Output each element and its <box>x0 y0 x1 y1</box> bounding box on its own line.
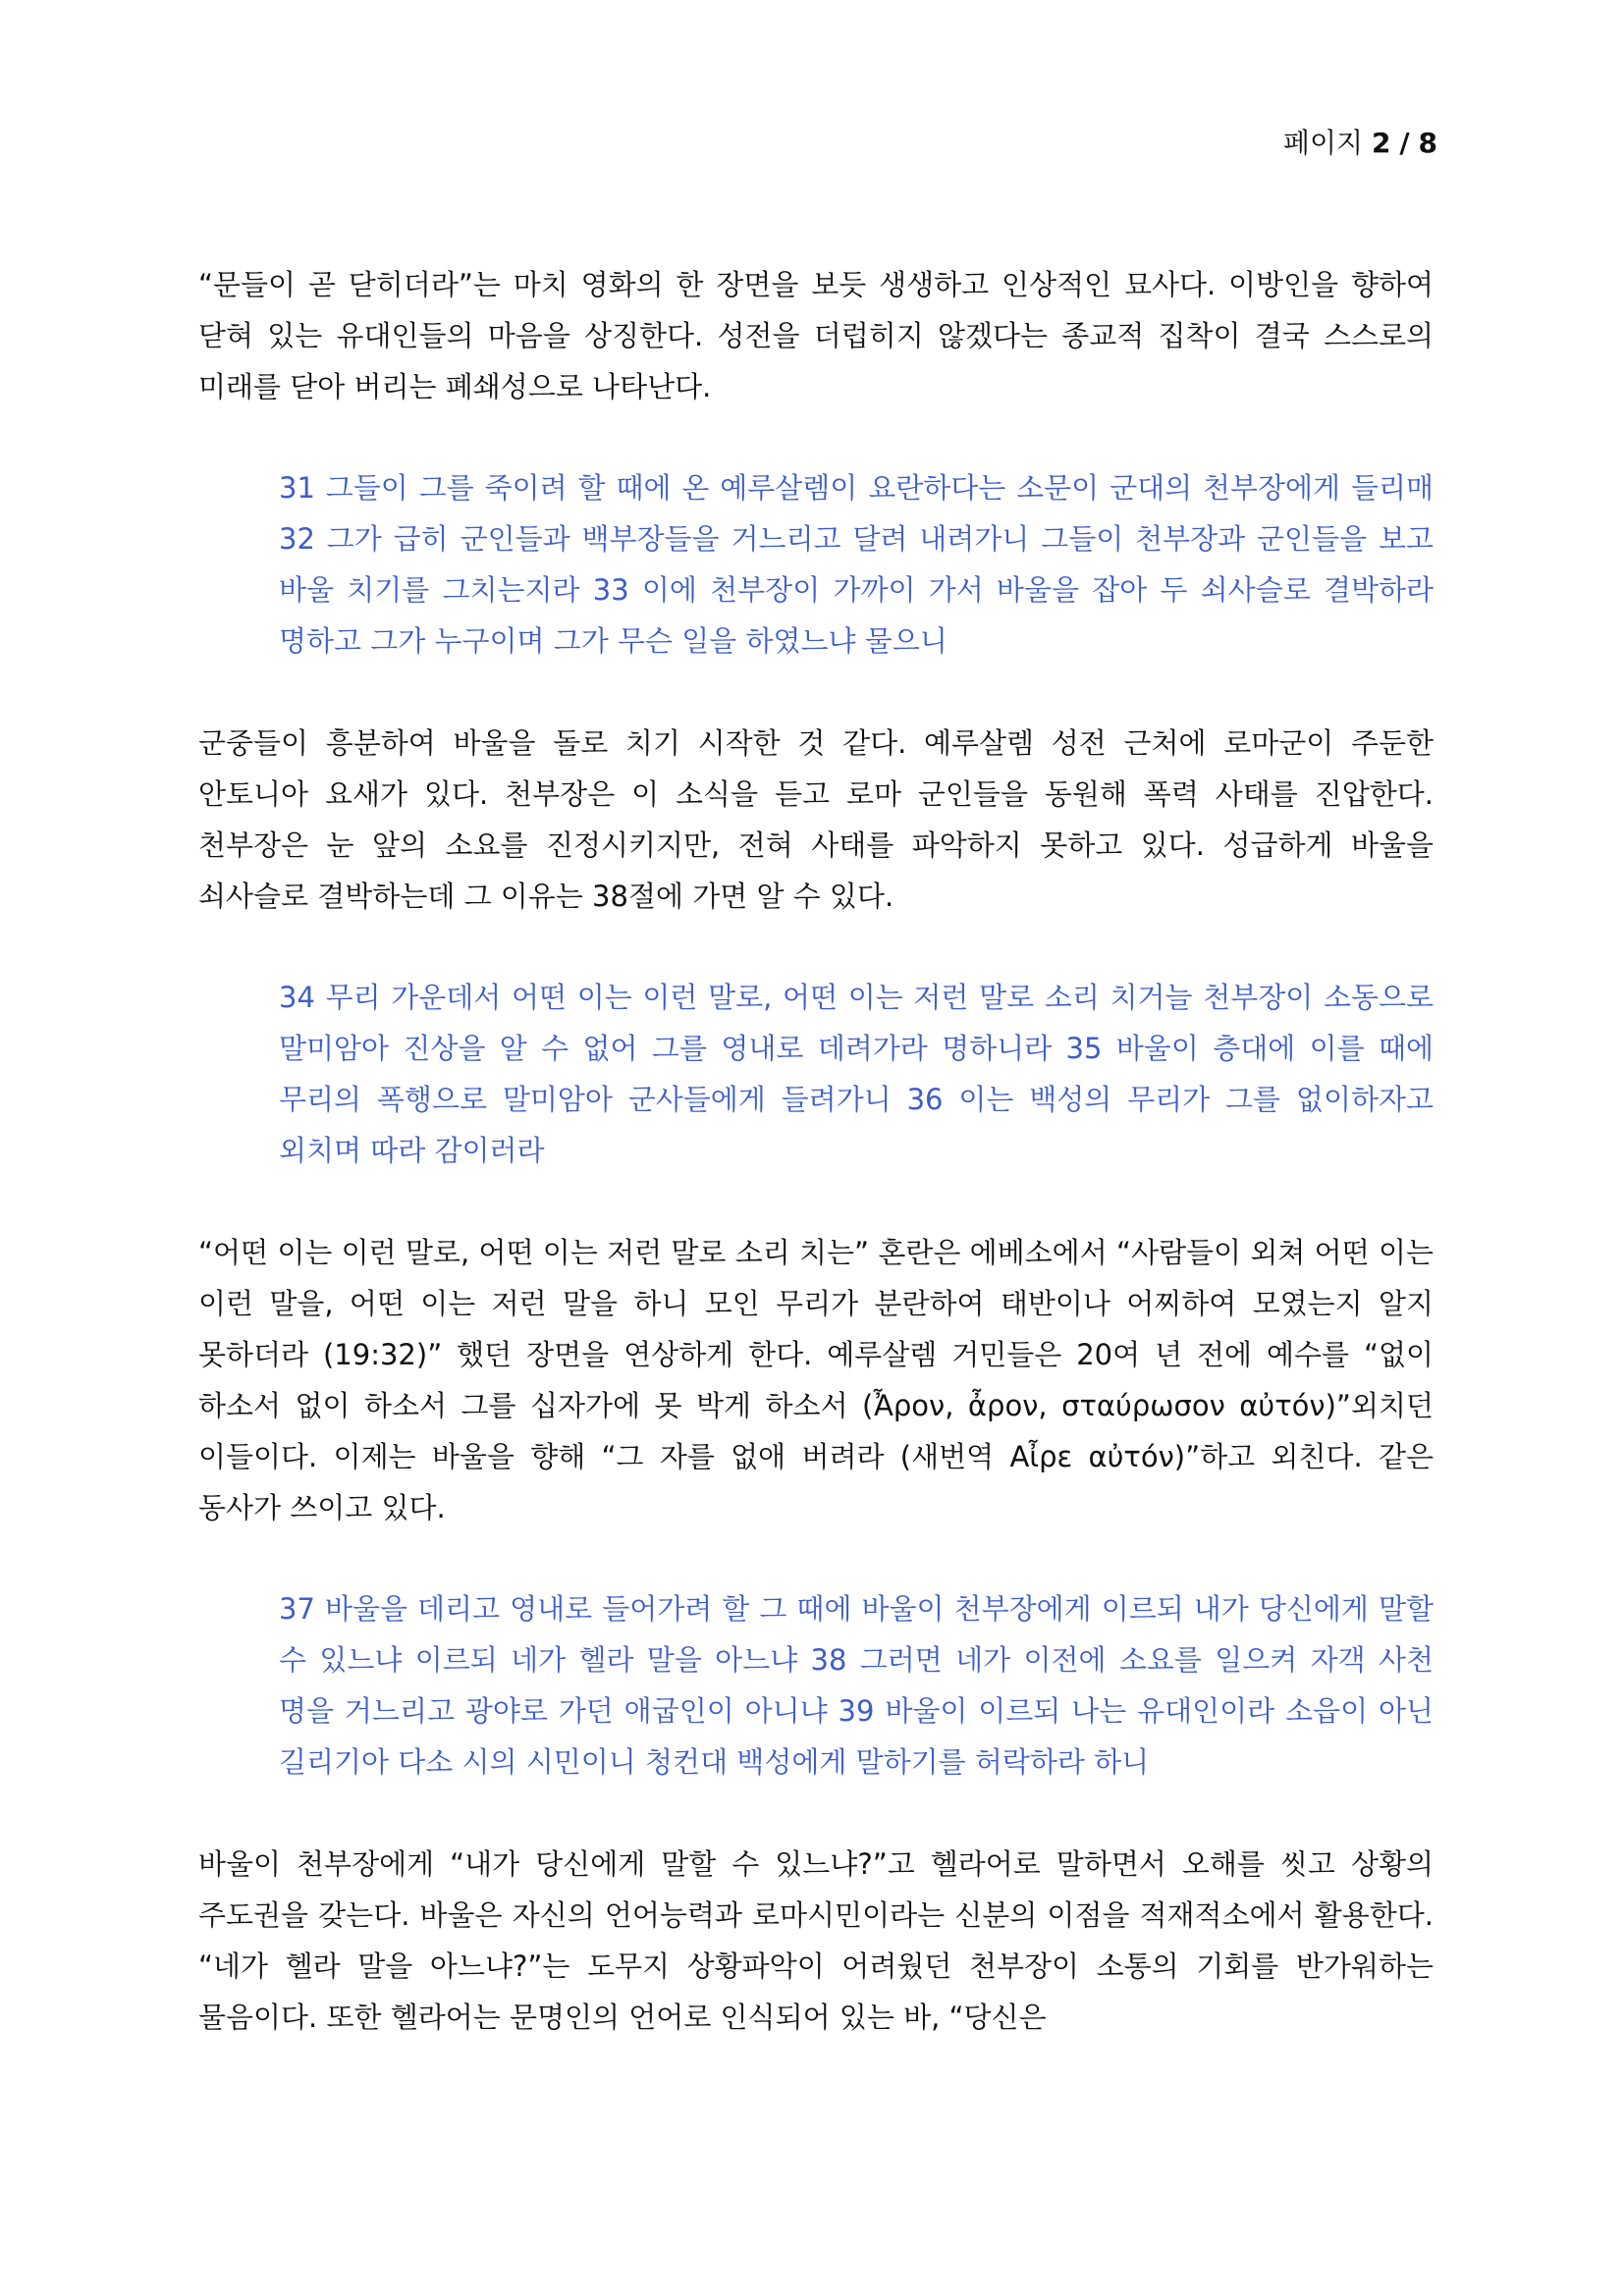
page-label: 페이지 <box>1282 127 1364 159</box>
total-pages: 8 <box>1418 127 1437 159</box>
document-body <box>198 259 1434 2093</box>
commentary-paragraph: 바울이 천부장에게 “내가 당신에게 말할 수 있느냐?”고 헬라어로 말하면서 오해를 씻고 상황의 주도권을 갖는다. 바울은 자신의 언어능력과 로마시민이라는 신분의 이점을 적재적소에서 활용한다. “네가 헬라 말을 아느냐?”는 도무지 상황파악이 어려웠던 천부장이 소통의 기회를 반가워하는 물음이다. 또한 헬라어는 문명인의 언어로 인식되어 있는 바, “당신은 <box>198 1847 1434 2034</box>
scripture-quote: 37 바울을 데리고 영내로 들어가려 할 그 때에 바울이 천부장에게 이르되 내가 당신에게 말할 수 있느냐 이르되 네가 헬라 말을 아느냐 38 그러면 네가 이전에 소요를 일으켜 자객 사천 명을 거느리고 광야로 가던 애굽인이 아니냐 39 바울이 이르되 나는 유대인이라 소읍이 아닌 길리기아 다소 시의 시민이니 청컨대 백성에게 말하기를 허락하라 하니 <box>279 1592 1434 1779</box>
commentary-paragraph: “문들이 곧 닫히더라”는 마치 영화의 한 장면을 보듯 생생하고 인상적인 묘사다. 이방인을 향하여 닫혀 있는 유대인들의 마음을 상징한다. 성전을 더럽히지 않겠다는 종교적 집착이 결국 스스로의 미래를 닫아 버리는 폐쇄성으로 나타난다. <box>198 268 1434 403</box>
scripture-quote: 31 그들이 그를 죽이려 할 때에 온 예루살렘이 요란하다는 소문이 군대의 천부장에게 들리매 32 그가 급히 군인들과 백부장들을 거느리고 달려 내려가니 그들이 천부장과 군인들을 보고 바울 치기를 그치는지라 33 이에 천부장이 가까이 가서 바울을 잡아 두 쇠사슬로 결박하라 명하고 그가 누구이며 그가 무슨 일을 하였느냐 물으니 <box>279 471 1434 658</box>
commentary-paragraph: 군중들이 흥분하여 바울을 돌로 치기 시작한 것 같다. 예루살렘 성전 근처에 로마군이 주둔한 안토니아 요새가 있다. 천부장은 이 소식을 듣고 로마 군인들을 동원해 폭력 사태를 진압한다. 천부장은 눈 앞의 소요를 진정시키지만, 전혀 사태를 파악하지 못하고 있다. 성급하게 바울을 쇠사슬로 결박하는데 그 이유는 38절에 가면 알 수 있다. <box>198 726 1434 913</box>
commentary-paragraph: “어떤 이는 이런 말로, 어떤 이는 저런 말로 소리 치는” 혼란은 에베소에서 “사람들이 외쳐 어떤 이는 이런 말을, 어떤 이는 저런 말을 하니 모인 무리가 분란하여 태반이나 어찌하여 모였는지 알지 못하더라 (19:32)” 했던 장면을 연상하게 한다. 예루살렘 거민들은 20여 년 전에 예수를 “없이 하소서 없이 하소서 그를 십자가에 못 박게 하소서 (Ἆρον, ἆρον, σταύρωσον αὐτόν)”외치던 이들이다. 이제는 바울을 향해 “그 자를 없애 버려라 (새번역 Αἶρε αὐτόν)”하고 외친다. 같은 동사가 쓰이고 있다. <box>198 1236 1434 1524</box>
current-page-number: 2 <box>1371 127 1391 159</box>
page-number-header <box>1283 122 1437 161</box>
scripture-quote: 34 무리 가운데서 어떤 이는 이런 말로, 어떤 이는 저런 말로 소리 치거늘 천부장이 소동으로 말미암아 진상을 알 수 없어 그를 영내로 데려가라 명하니라 35 바울이 층대에 이를 때에 무리의 폭행으로 말미암아 군사들에게 들려가니 36 이는 백성의 무리가 그를 없이하자고 외치며 따라 감이러라 <box>279 981 1434 1167</box>
page-separator: / <box>1399 127 1410 159</box>
